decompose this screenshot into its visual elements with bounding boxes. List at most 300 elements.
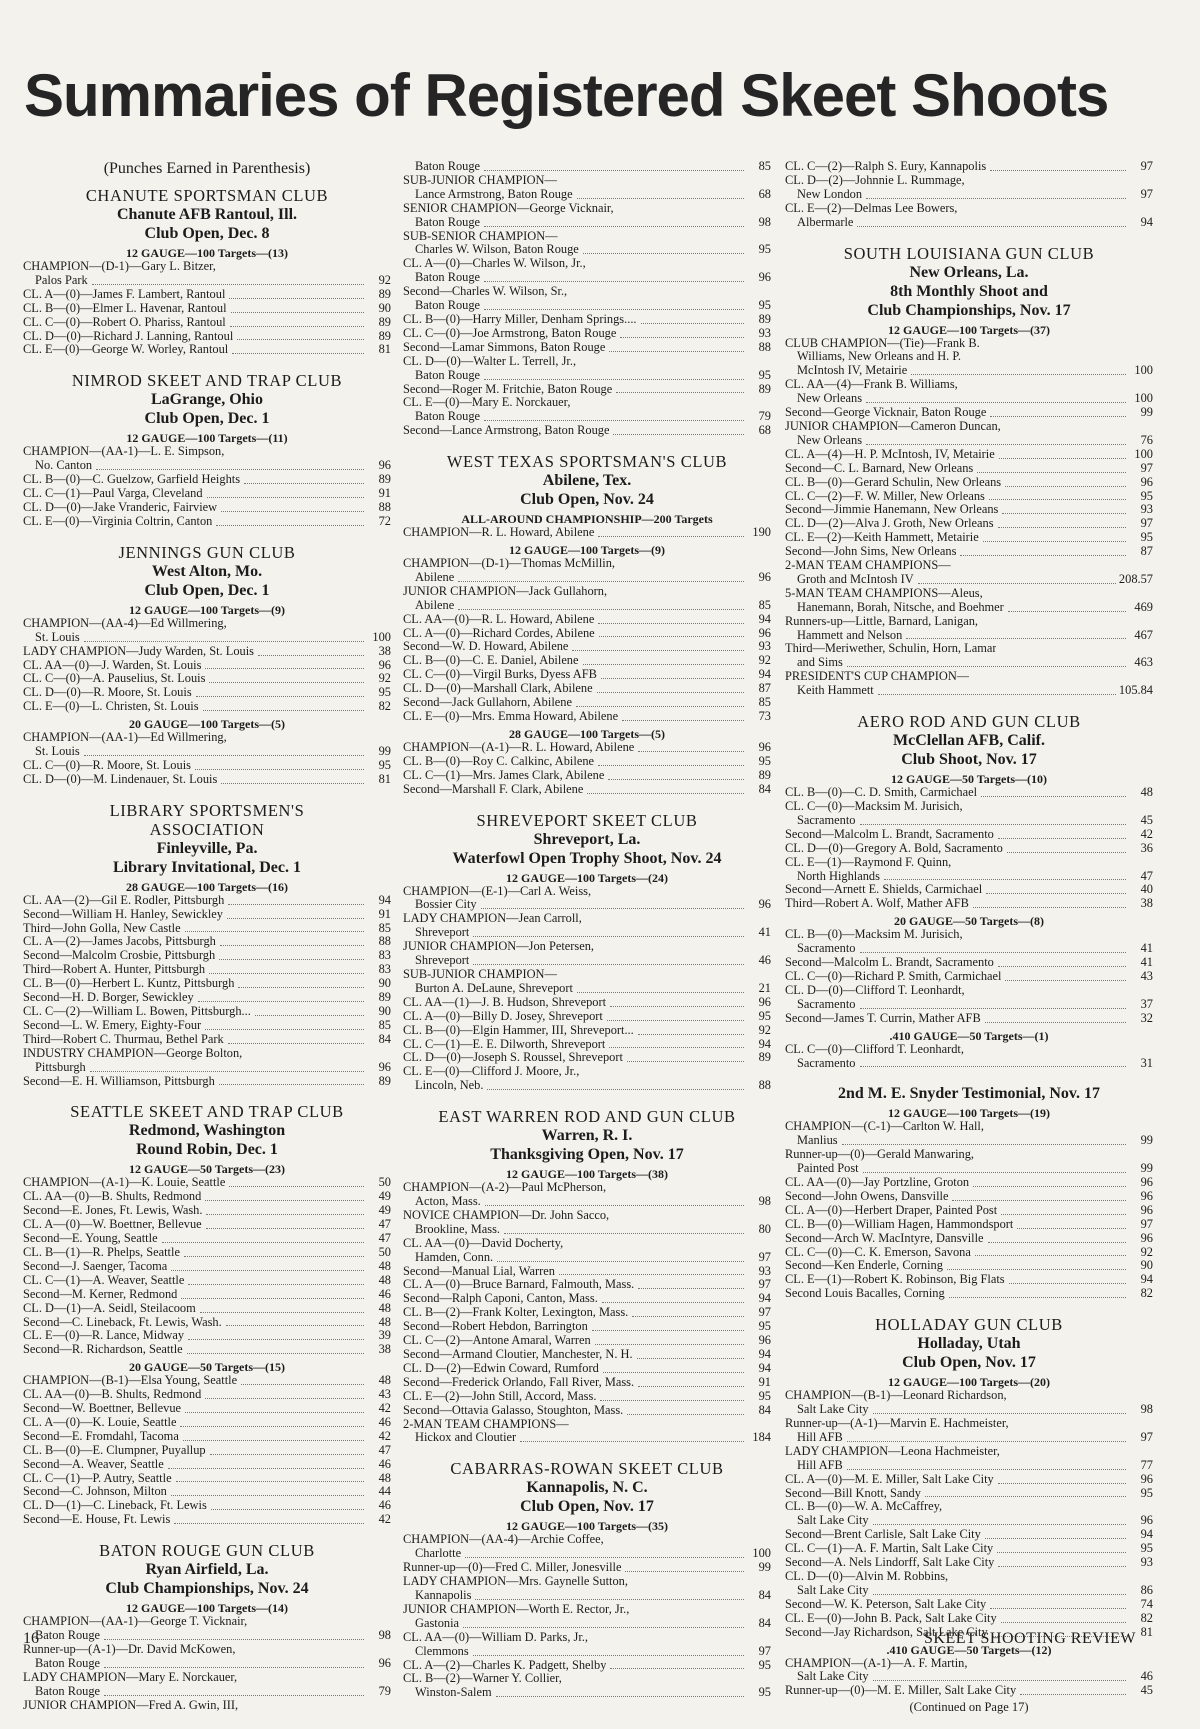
score: 95 — [758, 753, 771, 768]
gauge-event-header: 12 GAUGE—100 Targets—(13) — [126, 246, 288, 260]
shooter-entry: Williams, New Orleans and H. P. — [797, 350, 961, 364]
gauge-event-header: 28 GAUGE—100 Targets—(16) — [126, 879, 288, 894]
result-line — [785, 897, 1153, 911]
dot-leader — [998, 1556, 1126, 1567]
shooter-entry: CL. E—(2)—John Still, Accord, Mass. — [403, 1389, 597, 1403]
score: 96 — [758, 1333, 771, 1348]
shooter-entry: CL. B—(0)—Gerard Schulin, New Orleans — [785, 475, 1002, 489]
result-line — [785, 1218, 1153, 1232]
result-line — [403, 1686, 771, 1700]
club-location: Kannapolis, N. C. — [526, 1479, 648, 1497]
score: 45 — [1140, 812, 1153, 827]
result-line — [403, 1079, 771, 1093]
score: 83 — [378, 962, 391, 977]
shooter-entry: CL. E—(2)—Keith Hammett, Metairie — [785, 531, 979, 545]
shooter-entry: CL. C—(0)—Clifford T. Leonhardt, — [785, 1042, 964, 1056]
gauge-event-header: 12 GAUGE—100 Targets—(19) — [888, 1106, 1050, 1121]
dot-leader — [229, 288, 364, 299]
shooter-entry: Acton, Mass. — [415, 1195, 481, 1209]
shooter-entry: CL. E—(1)—Robert K. Robinson, Big Flats — [785, 1273, 1005, 1287]
shooter-entry: CL. B—(0)—William Hagen, Hammondsport — [785, 1217, 1014, 1231]
result-line — [23, 1685, 391, 1699]
score: 81 — [1140, 1624, 1153, 1639]
result-line — [785, 1459, 1153, 1473]
result-line — [785, 545, 1153, 559]
result-line — [403, 755, 771, 769]
club-location: Finleyville, Pa. — [156, 839, 258, 857]
dot-leader — [255, 1005, 364, 1016]
score: 47 — [378, 1217, 391, 1232]
result-line — [23, 1232, 391, 1246]
dot-leader — [884, 870, 1126, 881]
dot-leader — [989, 490, 1126, 501]
club-result-block — [785, 244, 1153, 699]
result-line — [403, 783, 771, 797]
dot-leader — [990, 160, 1126, 171]
score: 96 — [758, 994, 771, 1009]
score: 44 — [378, 1484, 391, 1499]
dot-leader — [595, 1334, 744, 1345]
result-line — [785, 420, 1153, 434]
shooter-entry: 5-MAN TEAM CHAMPIONS—Aleus, — [785, 586, 983, 600]
score: 94 — [758, 1360, 771, 1375]
result-line — [785, 559, 1153, 573]
club-name: SHREVEPORT SKEET CLUB — [476, 810, 698, 830]
score: 99 — [378, 744, 391, 759]
result-line — [23, 1699, 391, 1713]
club-result-block — [23, 543, 391, 787]
score: 190 — [752, 525, 771, 540]
score: 37 — [1140, 996, 1153, 1011]
club-name: CABARRAS-ROWAN SKEET CLUB — [450, 1459, 724, 1479]
result-line — [23, 1343, 391, 1357]
result-line — [403, 313, 771, 327]
result-line — [23, 302, 391, 316]
shooter-entry: New Orleans — [797, 392, 863, 406]
result-line — [785, 392, 1153, 406]
result-line — [23, 1458, 391, 1472]
shooter-entry: CL. AA—(0)—David Docherty, — [403, 1236, 564, 1250]
dot-leader — [104, 1629, 364, 1640]
shooter-entry: CL. C—(2)—Antone Amaral, Warren — [403, 1334, 591, 1348]
dot-leader — [627, 1404, 744, 1415]
result-line — [785, 517, 1153, 531]
shooter-entry: CL. D—(0)—Clifford T. Leonhardt, — [785, 983, 965, 997]
dot-leader — [484, 216, 744, 227]
result-line — [785, 1542, 1153, 1556]
shooter-entry: Sacramento — [797, 813, 856, 827]
dot-leader — [638, 1278, 744, 1289]
gauge-event-header: 12 GAUGE—50 Targets—(10) — [891, 772, 1047, 787]
shooter-entry: CL. AA—(0)—R. L. Howard, Abilene — [403, 612, 595, 626]
dot-leader — [983, 531, 1126, 542]
shooter-entry: CL. B—(2)—Warner Y. Collier, — [403, 1672, 562, 1686]
dot-leader — [481, 898, 744, 909]
score: 48 — [378, 1272, 391, 1287]
shooter-entry: Second—Lance Armstrong, Baton Rouge — [403, 424, 610, 438]
shooter-entry: CL. A—(4)—H. P. McIntosh, IV, Metairie — [785, 447, 995, 461]
shooter-entry: CHAMPION—(A-1)—K. Louie, Seattle — [23, 1176, 226, 1190]
score: 99 — [1140, 1161, 1153, 1176]
club-result-block — [785, 1084, 1153, 1301]
shooter-entry: Third—John Golla, New Castle — [23, 921, 181, 935]
dot-leader — [990, 406, 1126, 417]
result-line — [785, 1657, 1153, 1671]
shooter-entry: CL. C—(0)—Richard P. Smith, Carmichael — [785, 969, 1002, 983]
result-line — [785, 434, 1153, 448]
shooter-entry: Second—Ottavia Galasso, Stoughton, Mass. — [403, 1403, 624, 1417]
result-line — [403, 1547, 771, 1561]
club-name: SEATTLE SKEET AND TRAP CLUB — [70, 1102, 344, 1122]
score: 90 — [1140, 1258, 1153, 1273]
dot-leader — [603, 1362, 744, 1373]
result-line — [403, 1292, 771, 1306]
shooter-entry: CL. E—(0)—R. Lance, Midway — [23, 1329, 185, 1343]
score: 84 — [378, 1031, 391, 1046]
result-line — [785, 1287, 1153, 1301]
score: 95 — [758, 1685, 771, 1700]
result-line — [403, 627, 771, 641]
club-location: West Alton, Mo. — [151, 562, 263, 580]
result-line — [23, 260, 391, 274]
result-line — [23, 330, 391, 344]
dot-leader — [610, 996, 744, 1007]
result-line — [785, 476, 1153, 490]
gauge-event-header: 20 GAUGE—50 Targets—(8) — [894, 914, 1044, 929]
shooter-entry: Burton A. DeLaune, Shreveport — [415, 981, 573, 995]
shooter-entry: CLUB CHAMPION—(Tie)—Frank B. — [785, 336, 980, 350]
dot-leader — [475, 1589, 744, 1600]
shooter-entry: SUB-SENIOR CHAMPION— — [403, 229, 558, 243]
shooter-entry: CL. E—(2)—Delmas Lee Bowers, — [785, 201, 958, 215]
shooter-entry: Hill AFB — [797, 1458, 843, 1472]
dot-leader — [998, 828, 1126, 839]
result-line — [403, 1306, 771, 1320]
result-line — [403, 327, 771, 341]
shooter-entry: CL. B—(0)—Macksim M. Jurisich, — [785, 928, 963, 942]
club-location: Abilene, Tex. — [542, 472, 632, 490]
dot-leader — [185, 1402, 364, 1413]
score: 94 — [758, 611, 771, 626]
result-line — [23, 759, 391, 773]
score: 48 — [378, 1470, 391, 1485]
score: 94 — [758, 1291, 771, 1306]
shooter-entry: CHAMPION—(AA-1)—Ed Willmering, — [23, 731, 227, 745]
shooter-entry: Second—C. Johnson, Milton — [23, 1485, 167, 1499]
dot-leader — [866, 392, 1126, 403]
event-title: 2nd M. E. Snyder Testimonial, Nov. 17 — [838, 1085, 1100, 1103]
shooter-entry: Second—R. Richardson, Seattle — [23, 1343, 183, 1357]
score: 96 — [1140, 1471, 1153, 1486]
score: 21 — [758, 980, 771, 995]
dot-leader — [577, 188, 744, 199]
dot-leader — [484, 271, 744, 282]
shooter-entry: Second—Lamar Simmons, Baton Rouge — [403, 340, 606, 354]
result-line — [403, 1038, 771, 1052]
score: 80 — [758, 1221, 771, 1236]
shooter-entry: LADY CHAMPION—Leona Hachmeister, — [785, 1444, 1000, 1458]
club-result-block — [403, 811, 771, 1094]
gauge-event-header: 12 GAUGE—100 Targets—(9) — [509, 543, 665, 558]
dot-leader — [609, 1038, 744, 1049]
score: 91 — [378, 906, 391, 921]
score: 48 — [378, 1300, 391, 1315]
dot-leader — [205, 1388, 364, 1399]
shooter-entry: Second—James T. Currin, Mather AFB — [785, 1011, 981, 1025]
result-line — [403, 526, 771, 540]
result-line — [785, 462, 1153, 476]
dot-leader — [241, 1374, 364, 1385]
dot-leader — [616, 383, 744, 394]
result-line — [403, 654, 771, 668]
shooter-entry: Salt Lake City — [797, 1583, 869, 1597]
result-line — [785, 928, 1153, 942]
shooter-entry: Second—C. L. Barnard, New Orleans — [785, 461, 974, 475]
shooter-entry: CHAMPION—(A-1)—R. L. Howard, Abilene — [403, 740, 635, 754]
result-line — [785, 670, 1153, 684]
dot-leader — [209, 672, 364, 683]
shooter-entry: Lincoln, Neb. — [415, 1079, 484, 1093]
shooter-entry: JUNIOR CHAMPION—Jon Petersen, — [403, 940, 595, 954]
dot-leader — [228, 1033, 364, 1044]
shooter-entry: Second—Brent Carlisle, Salt Lake City — [785, 1528, 981, 1542]
dot-leader — [1008, 601, 1126, 612]
result-line — [403, 982, 771, 996]
dot-leader — [638, 741, 744, 752]
result-line — [785, 601, 1153, 615]
score: 41 — [1140, 941, 1153, 956]
shooter-entry: CHAMPION—(AA-4)—Archie Coffee, — [403, 1533, 604, 1547]
score: 94 — [378, 892, 391, 907]
result-line — [785, 684, 1153, 698]
score: 96 — [758, 897, 771, 912]
result-line — [785, 1190, 1153, 1204]
result-line — [23, 700, 391, 714]
shooter-entry: CL. B—(0)—C. E. Daniel, Abilene — [403, 654, 579, 668]
dot-leader — [465, 1547, 744, 1558]
score: 95 — [758, 298, 771, 313]
dot-leader — [174, 1513, 364, 1524]
shooter-entry: CL. D—(0)—R. Moore, St. Louis — [23, 686, 192, 700]
shooter-entry: CHAMPION—(AA-1)—George T. Vicknair, — [23, 1615, 248, 1629]
result-line — [403, 1065, 771, 1079]
shooter-entry: CL. E—(0)—Mary E. Norckauer, — [403, 396, 571, 410]
dot-leader — [949, 1287, 1126, 1298]
score: 42 — [378, 1401, 391, 1416]
shooter-entry: Salt Lake City — [797, 1403, 869, 1417]
result-line — [403, 1362, 771, 1376]
score: 96 — [1140, 1230, 1153, 1245]
result-line — [23, 617, 391, 631]
score: 87 — [758, 681, 771, 696]
shooter-entry: Second—E. House, Ft. Lewis — [23, 1513, 171, 1527]
shooter-entry: CL. A—(2)—James Jacobs, Pittsburgh — [23, 935, 216, 949]
column-1 — [23, 160, 391, 1727]
result-line — [785, 883, 1153, 897]
dot-leader — [185, 922, 364, 933]
score: 32 — [1140, 1010, 1153, 1025]
score: 96 — [1140, 1513, 1153, 1528]
score: 98 — [378, 1628, 391, 1643]
result-line — [785, 786, 1153, 800]
dot-leader — [487, 1079, 744, 1090]
shooter-entry: CHAMPION—(D-1)—Thomas McMillin, — [403, 557, 616, 571]
dot-leader — [520, 1431, 744, 1442]
shooter-entry: Second—Charles W. Wilson, Sr., — [403, 285, 568, 299]
club-result-block — [23, 186, 391, 357]
result-line — [403, 1320, 771, 1334]
shooter-entry: Sacramento — [797, 942, 856, 956]
club-result-block — [785, 1315, 1153, 1715]
shooter-entry: Third—Robert A. Wolf, Mather AFB — [785, 897, 969, 911]
event-title: Club Open, Nov. 17 — [520, 1498, 654, 1516]
dot-leader — [610, 1659, 744, 1670]
dot-leader — [622, 710, 744, 721]
dot-leader — [602, 1292, 744, 1303]
dot-leader — [866, 434, 1126, 445]
score: 105.84 — [1118, 683, 1153, 698]
dot-leader — [1017, 1218, 1126, 1229]
result-line — [785, 531, 1153, 545]
shooter-entry: Palos Park — [35, 273, 88, 287]
shooter-entry: CL. C—(1)—E. E. Dilworth, Shreveport — [403, 1037, 606, 1051]
dot-leader — [230, 316, 364, 327]
dot-leader — [496, 1686, 744, 1697]
dot-leader — [878, 684, 1116, 695]
score: 41 — [1140, 955, 1153, 970]
result-line — [23, 274, 391, 288]
score: 95 — [1140, 530, 1153, 545]
result-line — [785, 350, 1153, 364]
shooter-entry: Second—C. Lineback, Ft. Lewis, Wash. — [23, 1315, 222, 1329]
result-line — [403, 230, 771, 244]
dot-leader — [84, 745, 364, 756]
result-line — [403, 1348, 771, 1362]
score: 50 — [378, 1244, 391, 1259]
score: 100 — [752, 1546, 771, 1561]
shooter-entry: CL. B—(0)—C. Guelzow, Garfield Heights — [23, 473, 241, 487]
score: 94 — [1140, 1272, 1153, 1287]
dot-leader — [577, 982, 744, 993]
dot-leader — [625, 1561, 744, 1572]
result-line — [403, 202, 771, 216]
score: 85 — [758, 159, 771, 173]
score: 96 — [378, 1059, 391, 1074]
shooter-entry: Runner-up—(0)—M. E. Miller, Salt Lake City — [785, 1684, 1017, 1698]
shooter-entry: Second—Malcolm L. Brandt, Sacramento — [785, 956, 994, 970]
dot-leader — [206, 1218, 364, 1229]
score: 89 — [758, 767, 771, 782]
shooter-entry: Painted Post — [797, 1162, 859, 1176]
dot-leader — [638, 1024, 744, 1035]
shooter-entry: SENIOR CHAMPION—George Vicknair, — [403, 201, 614, 215]
dot-leader — [559, 1265, 744, 1276]
result-line — [23, 343, 391, 357]
result-line — [785, 1514, 1153, 1528]
score: 49 — [378, 1189, 391, 1204]
dot-leader — [1009, 1273, 1126, 1284]
result-line — [23, 1416, 391, 1430]
shooter-entry: Second—Malcolm Crosbie, Pittsburgh — [23, 949, 216, 963]
page-title: Summaries of Registered Skeet Shoots — [24, 62, 1109, 129]
score: 46 — [758, 953, 771, 968]
dot-leader — [104, 1685, 364, 1696]
dot-leader — [873, 1403, 1126, 1414]
dot-leader — [627, 1051, 744, 1062]
shooter-entry: Second—H. D. Borger, Sewickley — [23, 991, 194, 1005]
score: 100 — [372, 629, 391, 644]
dot-leader — [196, 686, 364, 697]
result-line — [23, 487, 391, 501]
result-line — [403, 996, 771, 1010]
shooter-entry: CL. B—(0)—Roy C. Calkinc, Abilene — [403, 754, 595, 768]
event-title: Waterfowl Open Trophy Shoot, Nov. 24 — [452, 849, 722, 867]
shooter-entry: LADY CHAMPION—Mrs. Gaynelle Sutton, — [403, 1575, 628, 1589]
result-line — [403, 769, 771, 783]
score: 50 — [378, 1175, 391, 1190]
score: 82 — [1140, 1286, 1153, 1301]
shooter-entry: Runner-up—(0)—Fred C. Miller, Jonesville — [403, 1561, 622, 1575]
dot-leader — [188, 1329, 364, 1340]
result-line — [23, 1075, 391, 1089]
dot-leader — [258, 645, 364, 656]
score: 99 — [758, 1560, 771, 1575]
score: 100 — [1134, 363, 1153, 378]
shooter-entry: CL. AA—(4)—Frank B. Williams, — [785, 378, 958, 392]
shooter-entry: CHAMPION—(AA-1)—L. E. Simpson, — [23, 445, 225, 459]
shooter-entry: 2-MAN TEAM CHAMPIONS— — [403, 1417, 569, 1431]
shooter-entry: CHAMPION—(E-1)—Carl A. Weiss, — [403, 884, 592, 898]
dot-leader — [998, 956, 1126, 967]
result-line — [23, 672, 391, 686]
result-line — [403, 285, 771, 299]
shooter-entry: Baton Rouge — [415, 215, 481, 229]
shooter-entry: CL. D—(0)—M. Lindenauer, St. Louis — [23, 772, 218, 786]
dot-leader — [1005, 476, 1126, 487]
score: 96 — [1140, 1188, 1153, 1203]
score: 48 — [378, 1373, 391, 1388]
gauge-event-header: 12 GAUGE—100 Targets—(24) — [506, 870, 668, 885]
shooter-entry: CL. D—(2)—Alva J. Groth, New Orleans — [785, 517, 994, 531]
club-name: CHANUTE SPORTSMAN CLUB — [85, 186, 329, 205]
dot-leader — [207, 487, 364, 498]
result-line — [23, 515, 391, 529]
shooter-entry: CL. E—(0)—Mrs. Emma Howard, Abilene — [403, 710, 619, 723]
score: 96 — [1140, 1202, 1153, 1217]
score: 97 — [1140, 1429, 1153, 1444]
shooter-entry: CL. E—(0)—Clifford J. Moore, Jr., — [403, 1065, 580, 1079]
score: 95 — [378, 757, 391, 772]
score: 97 — [758, 1305, 771, 1320]
score: 76 — [1140, 432, 1153, 447]
event-title: Round Robin, Dec. 1 — [136, 1141, 278, 1159]
shooter-entry: CL. C—(1)—A. Weaver, Seattle — [23, 1273, 185, 1287]
shooter-entry: NOVICE CHAMPION—Dr. John Sacco, — [403, 1208, 610, 1222]
shooter-entry: CL. AA—(0)—William D. Parks, Jr., — [403, 1630, 589, 1644]
shooter-entry: Second—Ralph Caponi, Canton, Mass. — [403, 1292, 598, 1306]
dot-leader — [221, 773, 364, 784]
score: 95 — [758, 1008, 771, 1023]
result-line — [23, 1204, 391, 1218]
score: 92 — [758, 1022, 771, 1037]
dot-leader — [209, 963, 364, 974]
shooter-entry: CL. C—(1)—A. F. Martin, Salt Lake City — [785, 1542, 994, 1556]
club-result-block — [23, 371, 391, 528]
dot-leader — [232, 343, 364, 354]
gauge-event-header: 12 GAUGE—100 Targets—(35) — [506, 1519, 668, 1534]
result-line — [403, 968, 771, 982]
shooter-entry: CL. D—(0)—Alvin M. Robbins, — [785, 1569, 949, 1583]
